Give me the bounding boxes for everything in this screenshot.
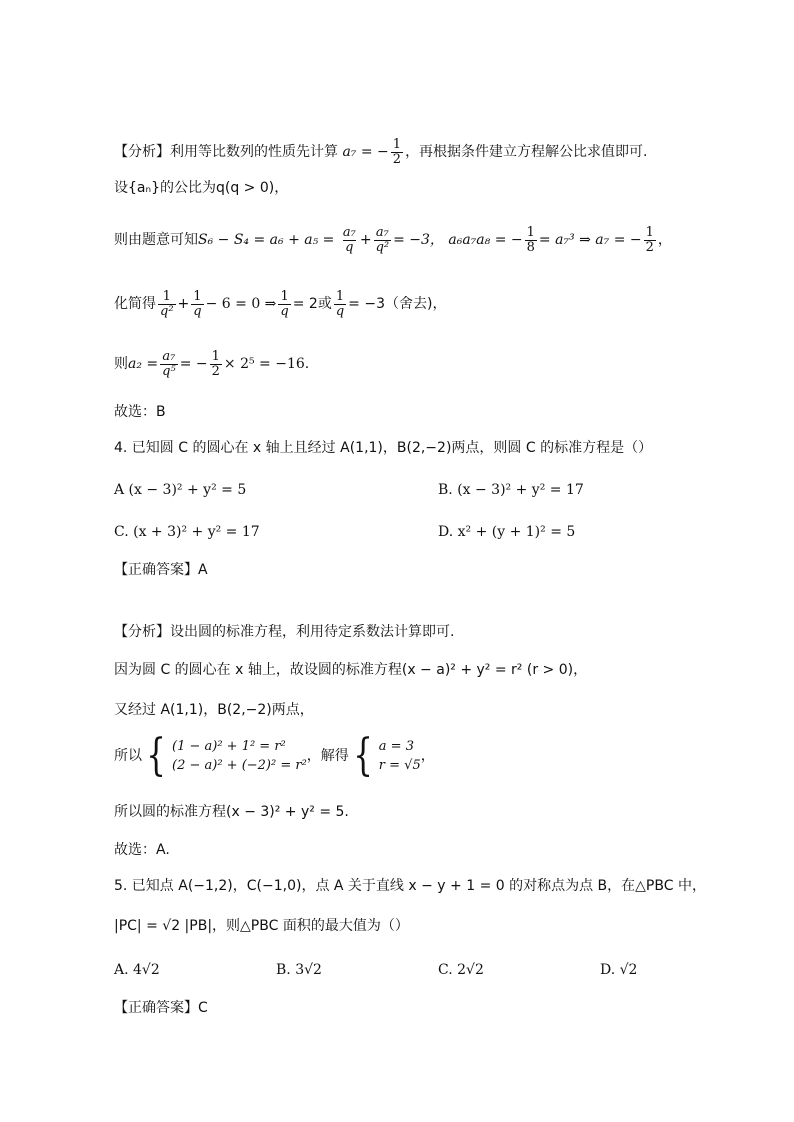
- math-expr: − 6 = 0 ⇒: [205, 296, 277, 313]
- analysis-text: 利用等比数列的性质先计算: [170, 144, 338, 161]
- solution-text: 设{aₙ}的公比为q(q > 0)，: [114, 180, 289, 196]
- solution-text: ，: [420, 748, 435, 764]
- analysis-line-4: [114, 624, 454, 641]
- option-text: A. 4√2: [114, 962, 160, 978]
- math-expr: = −: [179, 356, 208, 373]
- correct-text: 【正确答案】C: [114, 1000, 208, 1016]
- solution-text: ，解得: [306, 748, 349, 764]
- solution-line: [114, 350, 309, 378]
- correct-text: 【正确答案】A: [114, 562, 208, 578]
- option-a: [114, 962, 160, 978]
- solution-text: 则: [114, 356, 128, 373]
- equation-row: a = 3: [378, 738, 414, 754]
- math-expr: S₆ − S₄ = a₆ + a₅ =: [198, 232, 335, 249]
- fraction: $\frac{\text{a₇}}{\text{q²}}$: [375, 225, 390, 255]
- solution-text: 因为圆 C 的圆心在 x 轴上，故设圆的标准方程(x − a)² + y² = r² (r > 0)，: [114, 662, 588, 678]
- option-c: [438, 962, 484, 978]
- analysis-text: ，再根据条件建立方程解公比求值即可.: [405, 144, 648, 161]
- solution-text: = 2或: [292, 296, 332, 313]
- equation-row: (2 − a)² + (−2)² = r²: [172, 758, 307, 773]
- solution-line: [114, 730, 435, 781]
- equation-row: r = √5: [378, 758, 421, 773]
- fraction: $\frac{1}{q}$: [280, 289, 289, 319]
- solution-text: 所以: [114, 748, 142, 764]
- solution-line: [114, 804, 349, 821]
- option-text: C. (x + 3)² + y² = 17: [114, 524, 260, 540]
- solution-text: 化简得: [114, 296, 156, 313]
- question-text: 5. 已知点 A(−1,2)，C(−1,0)，点 A 关于直线 x − y + 1 = 0 的对称点为点 B，在△PBC 中，: [114, 878, 706, 894]
- option-text: B. 3√2: [276, 962, 322, 978]
- solution-line: [114, 180, 288, 197]
- fraction: $\frac{\text{a₇}}{q}$: [342, 225, 356, 255]
- analysis-line-3: [114, 138, 648, 166]
- math-expr: = −3， a₆a₇a₈ = −: [393, 232, 523, 249]
- correct-answer: [114, 1000, 208, 1017]
- option-text: A (x − 3)² + y² = 5: [114, 482, 247, 498]
- fraction: $\frac{\text{a₇}}{\text{q⁵}}$: [162, 349, 176, 379]
- question-stem: [114, 440, 652, 457]
- answer-text: 故选：B: [114, 404, 166, 420]
- fraction: $\frac{1}{2}$: [211, 349, 220, 379]
- fraction: $\frac{1}{2}$: [392, 137, 402, 167]
- fraction: $\frac{1}{q}$: [193, 289, 202, 319]
- option-d: [600, 962, 637, 978]
- option-text: D. x² + (y + 1)² = 5: [438, 524, 576, 540]
- solution-line: [114, 702, 314, 719]
- question-stem: [114, 878, 706, 895]
- option-b: [276, 962, 322, 978]
- option-d: [438, 524, 575, 540]
- fraction: $\frac{1}{8}$: [526, 225, 535, 255]
- analysis-text: 【分析】设出圆的标准方程，利用待定系数法计算即可.: [114, 624, 455, 640]
- math-expr: = a₇³ ⇒ a₇ = −: [538, 232, 642, 249]
- option-text: C. 2√2: [438, 962, 484, 978]
- equation-system: { a = 3 r = √5: [352, 730, 421, 781]
- answer-line: [114, 404, 166, 421]
- fraction: $\frac{1}{q}$: [335, 289, 345, 319]
- math-expr: a₇ = −: [342, 144, 389, 161]
- solution-line: 则由题意可知S₆ − S₄ = a₆ + a₅ = $\frac{\text{a₇}}{q}$ + $\frac{\text{a₇}}{\text{q²}}$ = −3， a₆a₇a₈ = − $\frac{1}{8}$ = a₇³ ⇒ a₇ = − $\frac{1}{2}$ ，: [114, 225, 672, 255]
- question-text: |PC| = √2 |PB|，则△PBC 面积的最大值为（）: [114, 918, 409, 934]
- solution-text: 又经过 A(1,1)，B(2,−2)两点，: [114, 702, 314, 718]
- fraction: $\frac{1}{2}$: [645, 225, 654, 255]
- solution-text: 则由题意可知: [114, 232, 198, 249]
- option-a: [114, 482, 246, 498]
- option-b: [438, 482, 584, 498]
- fraction: $\frac{1}{\text{q²}}$: [160, 289, 174, 319]
- correct-answer: [114, 562, 208, 579]
- equation-system: { (1 − a)² + 1² = r² (2 − a)² + (−2)² = r²: [146, 730, 307, 781]
- option-text: B. (x − 3)² + y² = 17: [438, 482, 584, 498]
- math-expr: × 2⁵ = −16.: [223, 356, 310, 373]
- answer-text: 故选：A.: [114, 842, 170, 858]
- option-c: [114, 524, 260, 540]
- equation-row: (1 − a)² + 1² = r²: [172, 738, 286, 754]
- question-stem: [114, 918, 409, 935]
- solution-line: [114, 662, 587, 679]
- answer-line: [114, 842, 170, 859]
- math-expr: a₂ =: [128, 356, 159, 373]
- question-text: 4. 已知圆 C 的圆心在 x 轴上且经过 A(1,1)，B(2,−2)两点，则圆 C 的标准方程是（）: [114, 440, 653, 456]
- option-text: D. √2: [600, 962, 638, 978]
- solution-text: = −3（舍去)，: [348, 296, 447, 313]
- solution-line: 化简得 $\frac{1}{\text{q²}}$ + $\frac{1}{q}$ − 6 = 0 ⇒ $\frac{1}{q}$ = 2或 $\frac{1}{q}$ = −3（舍去)，: [114, 289, 447, 319]
- analysis-label: 【分析】: [114, 144, 170, 161]
- solution-text: 所以圆的标准方程(x − 3)² + y² = 5.: [114, 804, 349, 820]
